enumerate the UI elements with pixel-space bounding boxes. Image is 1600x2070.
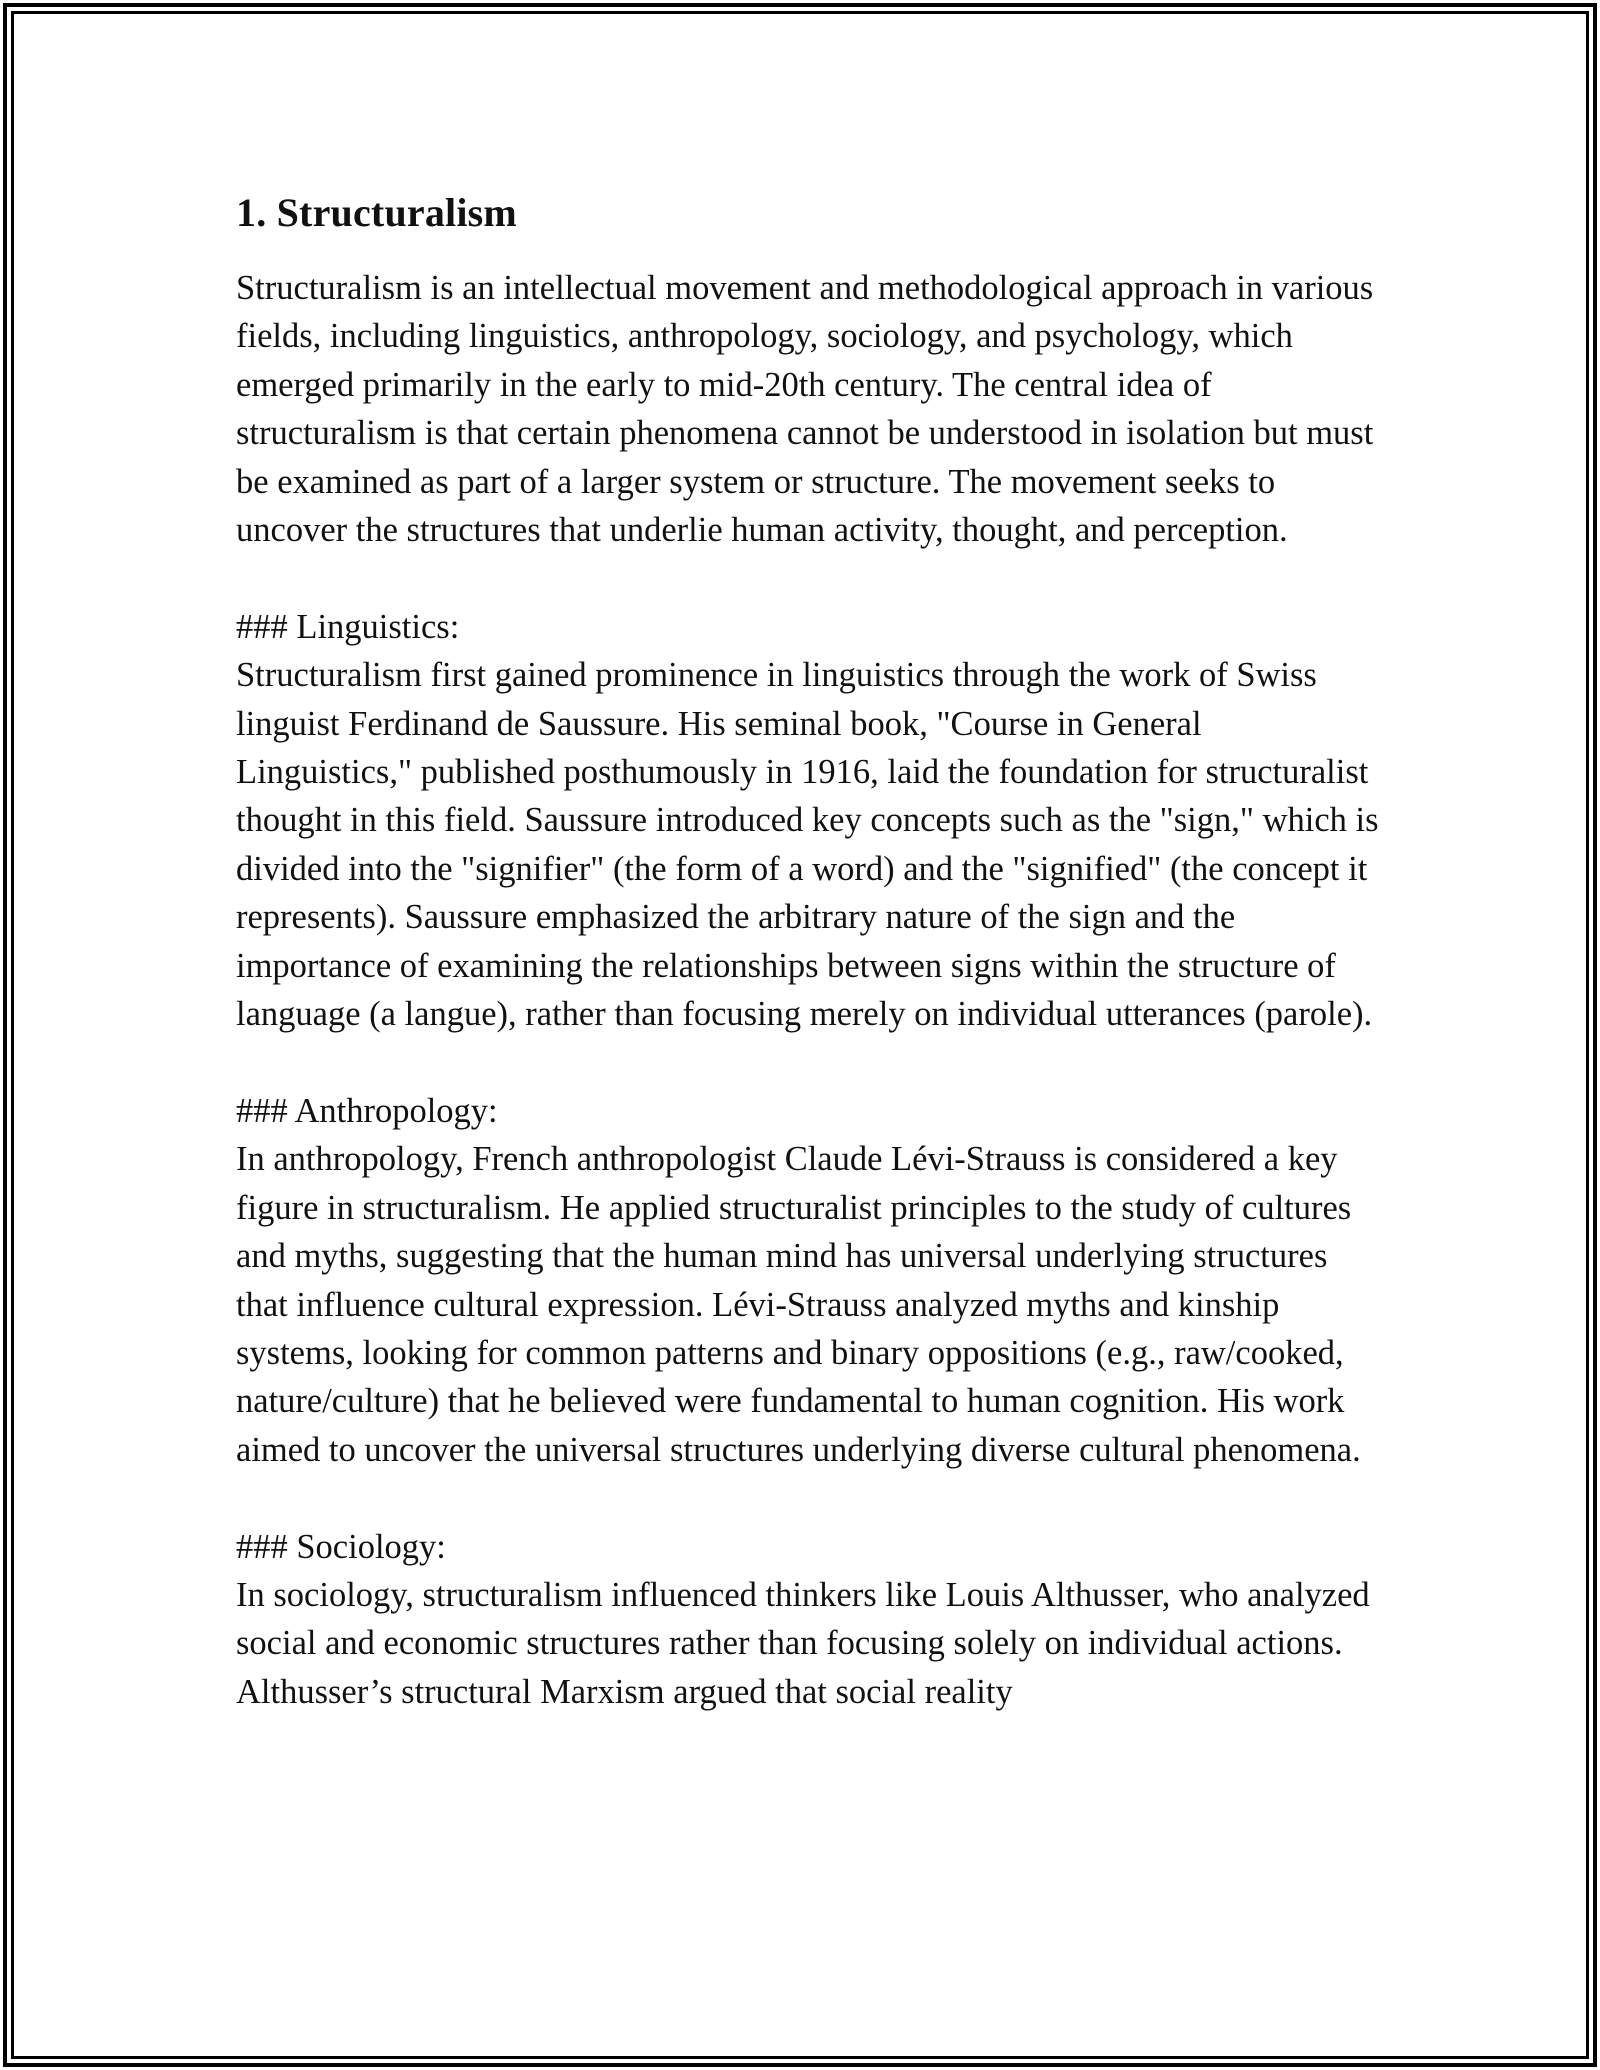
section-body-sociology: In sociology, structuralism influenced thinkers like Louis Althusser, who analyzed social and economic structures rather than focusing solely on individual actions. Althusser’s structural Marxism argued that social reality [236, 1575, 1370, 1711]
section-body-anthropology: In anthropology, French anthropologist Claude Lévi-Strauss is considered a key figure in structuralism. He applied structuralist principles to the study of cultures and myths, suggesting that the human mind has universal underlying structures that influence cultural expression. Lévi-Strauss analyzed myths and kinship systems, looking for common patterns and binary oppositions (e.g., raw/cooked, nature/culture) that he believed were fundamental to human cognition. His work aimed to uncover the universal structures underlying diverse cultural phenomena. [236, 1140, 1361, 1469]
section-heading-sociology: ### Sociology: [236, 1527, 446, 1566]
section-body-linguistics: Structuralism first gained prominence in linguistics through the work of Swiss linguist Ferdinand de Saussure. His seminal book, "Course in General Linguistics," published posthumously in 1916, laid the foundation for structuralist thought in this field. Saussure introduced key concepts such as the "sign," which is divided into the "signifier" (the form of a word) and the "signified" (the concept it represents). Saussure emphasized the arbitrary nature of the sign and the importance of examining the relationships between signs within the structure of language (a langue), rather than focusing merely on individual utterances (parole). [236, 656, 1379, 1034]
intro-paragraph: Structuralism is an intellectual movement and methodological approach in various fields, including linguistics, anthropology, sociology, and psychology, which emerged primarily in the early to mid-20th century. The central idea of structuralism is that certain phenomena cannot be understood in isolation but must be examined as part of a larger system or structure. The movement seeks to uncover the structures that underlie human activity, thought, and perception. [236, 269, 1374, 550]
document-title: 1. Structuralism [236, 190, 517, 235]
section-heading-linguistics: ### Linguistics: [236, 607, 460, 646]
document-body [236, 185, 1386, 1716]
section-heading-anthropology: ### Anthropology: [236, 1091, 498, 1130]
